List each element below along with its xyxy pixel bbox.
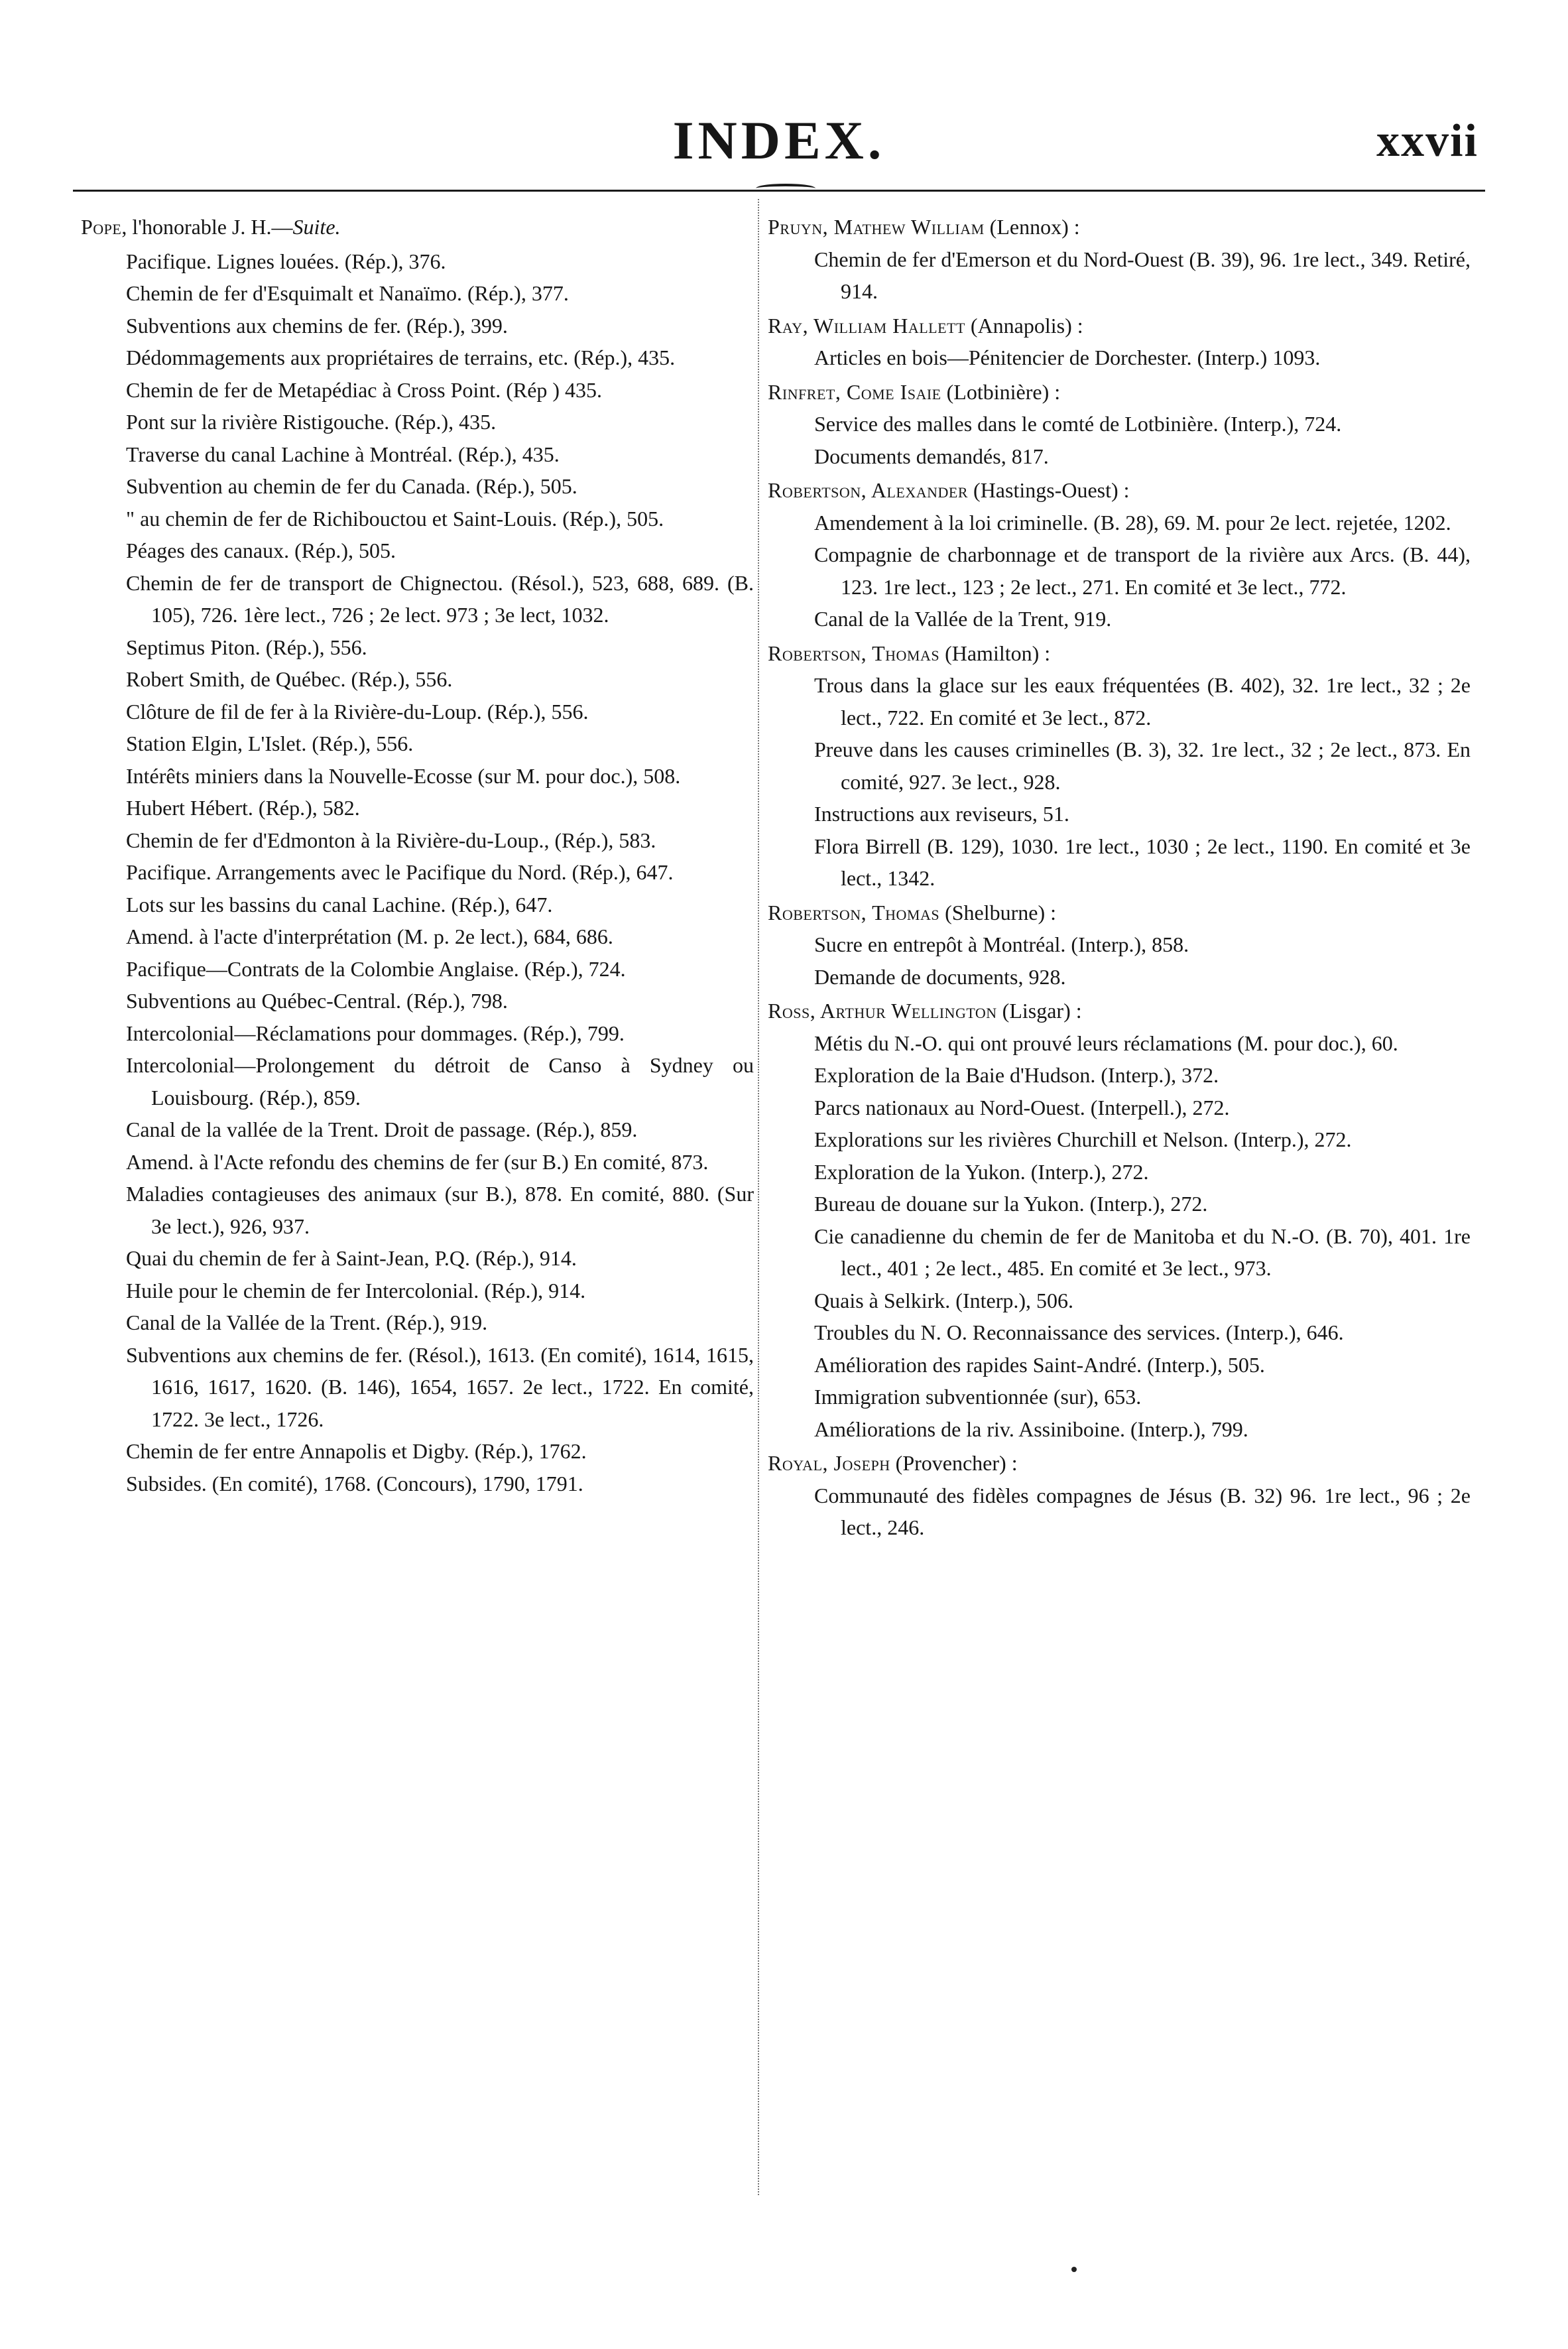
index-subentry: Compagnie de charbonnage et de transport de la rivière aux Arcs. (B. 44), 123. 1re lect., 123 ; 2e lect., 271. En comité et 3e lect., 772. xyxy=(814,542,1471,599)
index-entry-heading xyxy=(768,637,1471,670)
index-subentry: Robert Smith, de Québec. (Rép.), 556. xyxy=(126,667,453,691)
entry-continuation: Suite. xyxy=(292,215,341,239)
index-subentry: Quai du chemin de fer à Saint-Jean, P.Q. (Rép.), 914. xyxy=(126,1246,577,1270)
entry-name: Rinfret, Come Isaie xyxy=(768,379,941,404)
index-entry-heading xyxy=(768,310,1471,342)
entry-heading-rest: (Shelburne) : xyxy=(939,900,1057,924)
index-entry xyxy=(768,376,1471,473)
entry-heading-rest: (Lennox) : xyxy=(984,215,1080,239)
index-entry-heading xyxy=(768,474,1471,507)
entry-heading-rest: (Annapolis) : xyxy=(965,313,1083,338)
index-entry-heading xyxy=(768,1447,1471,1480)
column-divider xyxy=(758,199,759,2195)
index-subentry: Chemin de fer d'Esquimalt et Nanaïmo. (Rép.), 377. xyxy=(126,281,569,305)
index-subentry: Canal de la Vallée de la Trent, 919. xyxy=(814,607,1112,631)
index-subentry: Flora Birrell (B. 129), 1030. 1re lect., 1030 ; 2e lect., 1190. En comité et 3e lect., 1342. xyxy=(814,834,1471,890)
index-subentry: Dédommagements aux propriétaires de terrains, etc. (Rép.), 435. xyxy=(126,346,676,369)
entry-heading-rest: (Lotbinière) : xyxy=(941,379,1061,404)
entry-name: Royal, Joseph xyxy=(768,1451,890,1475)
index-subentry: Instructions aux reviseurs, 51. xyxy=(814,802,1069,826)
index-entry-heading xyxy=(768,376,1471,409)
index-subentry: Sucre en entrepôt à Montréal. (Interp.), 858. xyxy=(814,932,1189,956)
index-subentry: Subsides. (En comité), 1768. (Concours), 1790, 1791. xyxy=(126,1471,583,1495)
index-subentry: Troubles du N. O. Reconnaissance des services. (Interp.), 646. xyxy=(814,1320,1344,1344)
index-entry xyxy=(768,897,1471,993)
entry-heading-rest: , l'honorable J. H.— xyxy=(121,215,293,239)
index-subentry: Huile pour le chemin de fer Intercolonial. (Rép.), 914. xyxy=(126,1278,586,1302)
index-subentry: Articles en bois—Pénitencier de Dorchester. (Interp.) 1093. xyxy=(814,346,1321,369)
index-subentry: Station Elgin, L'Islet. (Rép.), 556. xyxy=(126,731,414,755)
index-entry-heading xyxy=(768,995,1471,1027)
entry-name: Robertson, Thomas xyxy=(768,900,940,924)
index-entry-heading xyxy=(768,211,1471,243)
index-subentry: Amend. à l'acte d'interprétation (M. p. 2e lect.), 684, 686. xyxy=(126,924,613,948)
index-subentry: Amendement à la loi criminelle. (B. 28), 69. M. pour 2e lect. rejetée, 1202. xyxy=(814,510,1451,535)
right-column xyxy=(768,211,1471,1546)
index-subentry: Septimus Piton. (Rép.), 556. xyxy=(126,635,367,659)
index-subentry: Pacifique. Lignes louées. (Rép.), 376. xyxy=(126,249,446,273)
index-entry xyxy=(768,474,1471,635)
index-subentry: Pacifique. Arrangements avec le Pacifique du Nord. (Rép.), 647. xyxy=(126,860,674,884)
index-subentry: Intercolonial—Réclamations pour dommages. (Rép.), 799. xyxy=(126,1021,625,1045)
left-subentries xyxy=(81,245,754,1500)
index-entry xyxy=(768,995,1471,1445)
index-subentry: Subventions au Québec-Central. (Rép.), 798. xyxy=(126,989,508,1013)
index-subentry: Parcs nationaux au Nord-Ouest. (Interpell.), 272. xyxy=(814,1095,1230,1119)
index-subentry: Cie canadienne du chemin de fer de Manitoba et du N.-O. (B. 70), 401. 1re lect., 401 ; 2e lect., 485. En comité et 3e lect., 973. xyxy=(814,1224,1471,1280)
entry-heading-rest: (Provencher) : xyxy=(890,1451,1018,1475)
index-subentry: Amélioration des rapides Saint-André. (Interp.), 505. xyxy=(814,1352,1265,1377)
entry-heading-rest: (Hamilton) : xyxy=(939,641,1051,665)
index-subentry: Chemin de fer de transport de Chignectou. (Résol.), 523, 688, 689. (B. 105), 726. 1ère lect., 726 ; 2e lect. 973 ; 3e lect, 1032. xyxy=(126,570,754,627)
index-subentry: " au chemin de fer de Richibouctou et Saint-Louis. (Rép.), 505. xyxy=(126,506,664,531)
index-entry-heading xyxy=(81,211,754,243)
entry-name: Robertson, Alexander xyxy=(768,478,969,502)
index-subentry: Chemin de fer entre Annapolis et Digby. (Rép.), 1762. xyxy=(126,1439,587,1463)
index-subentry: Subvention au chemin de fer du Canada. (Rép.), 505. xyxy=(126,474,577,498)
index-entry xyxy=(768,310,1471,374)
page-header xyxy=(80,109,1478,182)
index-subentry: Demande de documents, 928. xyxy=(814,964,1066,989)
entry-name: Pruyn, Mathew William xyxy=(768,215,985,239)
index-subentry: Clôture de fil de fer à la Rivière-du-Loup. (Rép.), 556. xyxy=(126,699,589,724)
ink-dot xyxy=(1071,2267,1077,2272)
entry-name: Ross, Arthur Wellington xyxy=(768,999,997,1023)
index-subentry: Canal de la Vallée de la Trent. (Rép.), 919. xyxy=(126,1310,488,1334)
index-subentry: Chemin de fer d'Edmonton à la Rivière-du-Loup., (Rép.), 583. xyxy=(126,828,656,852)
index-subentry: Bureau de douane sur la Yukon. (Interp.), 272. xyxy=(814,1192,1208,1216)
index-subentry: Service des malles dans le comté de Lotbinière. (Interp.), 724. xyxy=(814,412,1342,436)
index-subentry: Canal de la vallée de la Trent. Droit de passage. (Rép.), 859. xyxy=(126,1117,638,1141)
index-subentry: Pont sur la rivière Ristigouche. (Rép.), 435. xyxy=(126,410,497,434)
index-subentry: Exploration de la Baie d'Hudson. (Interp.), 372. xyxy=(814,1063,1219,1087)
index-subentry: Trous dans la glace sur les eaux fréquentées (B. 402), 32. 1re lect., 32 ; 2e lect., 722. En comité et 3e lect., 872. xyxy=(814,673,1471,730)
page-number: xxvii xyxy=(1376,115,1478,166)
entry-name: Ray, William Hallett xyxy=(768,313,965,338)
index-subentry: Maladies contagieuses des animaux (sur B.), 878. En comité, 880. (Sur 3e lect.), 926, 937. xyxy=(126,1182,754,1238)
index-subentry: Immigration subventionnée (sur), 653. xyxy=(814,1385,1142,1409)
index-subentry: Traverse du canal Lachine à Montréal. (Rép.), 435. xyxy=(126,442,560,466)
entry-heading-rest: (Lisgar) : xyxy=(996,999,1082,1023)
index-subentry: Amend. à l'Acte refondu des chemins de fer (sur B.) En comité, 873. xyxy=(126,1149,709,1174)
index-subentry: Subventions aux chemins de fer. (Rép.), 399. xyxy=(126,313,508,338)
right-entries xyxy=(768,211,1471,1544)
index-entry xyxy=(768,1447,1471,1544)
entry-name: Robertson, Thomas xyxy=(768,641,940,665)
index-subentry: Chemin de fer d'Emerson et du Nord-Ouest (B. 39), 96. 1re lect., 349. Retiré, 914. xyxy=(814,247,1471,303)
index-subentry: Intérêts miniers dans la Nouvelle-Ecosse (sur M. pour doc.), 508. xyxy=(126,763,681,788)
index-entry-heading xyxy=(768,897,1471,929)
index-subentry: Hubert Hébert. (Rép.), 582. xyxy=(126,796,360,820)
index-subentry: Pacifique—Contrats de la Colombie Anglaise. (Rép.), 724. xyxy=(126,956,626,981)
page-title: INDEX. xyxy=(672,110,886,170)
entry-heading-rest: (Hastings-Ouest) : xyxy=(968,478,1130,502)
index-subentry: Péages des canaux. (Rép.), 505. xyxy=(126,539,396,562)
index-entry xyxy=(768,637,1471,895)
index-subentry: Preuve dans les causes criminelles (B. 3), 32. 1re lect., 32 ; 2e lect., 873. En comité, 927. 3e lect., 928. xyxy=(814,737,1471,794)
index-subentry: Subventions aux chemins de fer. (Résol.), 1613. (En comité), 1614, 1615, 1616, 1617, 1620. (B. 146), 1654, 1657. 2e lect., 1722. En comité, 1722. 3e lect., 1726. xyxy=(126,1342,754,1431)
index-subentry: Documents demandés, 817. xyxy=(814,444,1049,468)
entry-name: Pope xyxy=(81,215,122,239)
index-subentry: Améliorations de la riv. Assiniboine. (Interp.), 799. xyxy=(814,1417,1248,1441)
header-rule-ornament xyxy=(756,184,815,193)
index-subentry: Explorations sur les rivières Churchill et Nelson. (Interp.), 272. xyxy=(814,1127,1352,1151)
index-subentry: Intercolonial—Prolongement du détroit de Canso à Sydney ou Louisbourg. (Rép.), 859. xyxy=(126,1053,754,1110)
index-subentry: Quais à Selkirk. (Interp.), 506. xyxy=(814,1288,1074,1312)
index-entry xyxy=(768,211,1471,308)
index-subentry: Exploration de la Yukon. (Interp.), 272. xyxy=(814,1159,1149,1184)
index-subentry: Communauté des fidèles compagnes de Jésus (B. 32) 96. 1re lect., 96 ; 2e lect., 246. xyxy=(814,1483,1471,1539)
index-subentry: Chemin de fer de Metapédiac à Cross Point. (Rép ) 435. xyxy=(126,377,603,402)
index-subentry: Lots sur les bassins du canal Lachine. (Rép.), 647. xyxy=(126,892,553,917)
left-column xyxy=(81,211,754,1499)
index-subentry: Métis du N.-O. qui ont prouvé leurs réclamations (M. pour doc.), 60. xyxy=(814,1031,1398,1055)
